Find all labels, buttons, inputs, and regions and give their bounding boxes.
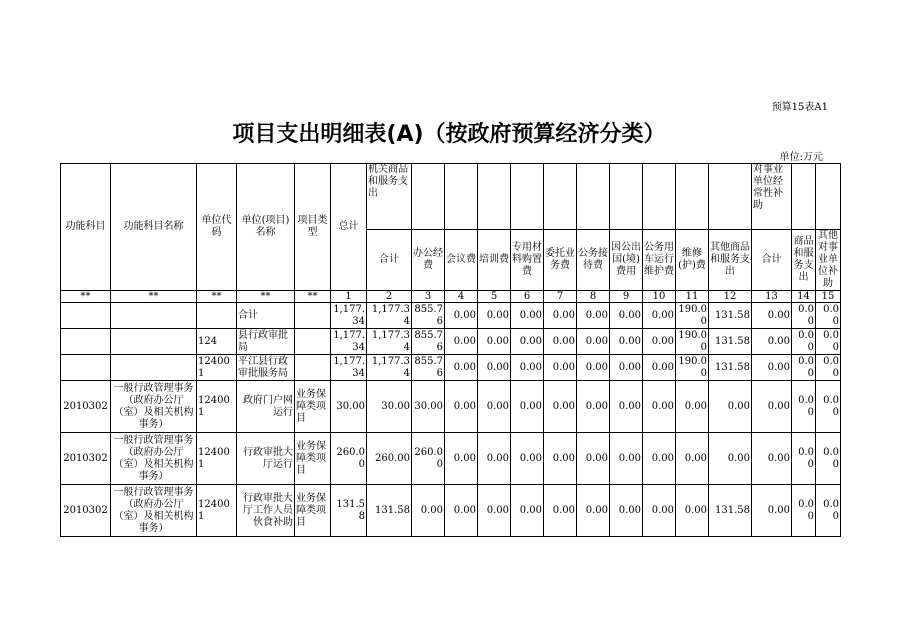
cell-value: 0.00 bbox=[445, 381, 478, 433]
cell-value: 0.00 bbox=[752, 355, 792, 381]
cell-value: 0.00 bbox=[676, 485, 709, 537]
cell-value: 855.76 bbox=[412, 355, 445, 381]
cell-value: 0.00 bbox=[577, 381, 610, 433]
cell-value: 0.00 bbox=[816, 485, 841, 537]
cell-value: 0.00 bbox=[709, 381, 752, 433]
cell-value: 0.00 bbox=[511, 485, 544, 537]
header-col-6: 委托业务费 bbox=[544, 230, 577, 291]
cell-proj-type: 业务保障类项目 bbox=[295, 433, 331, 485]
cell-value: 0.00 bbox=[511, 303, 544, 329]
budget-table bbox=[60, 163, 841, 537]
cell-func-code bbox=[61, 329, 111, 355]
cell-value: 0.00 bbox=[816, 303, 841, 329]
cell-unit-name: 政府门户网运行 bbox=[237, 381, 295, 433]
cell-value: 30.00 bbox=[331, 381, 367, 433]
cell-value: 0.00 bbox=[816, 355, 841, 381]
cell-value: 0.00 bbox=[643, 485, 676, 537]
cell-value: 1,177.34 bbox=[367, 329, 412, 355]
cell-func-name bbox=[111, 303, 197, 329]
cell-unit-name: 平江县行政审批服务局 bbox=[237, 355, 295, 381]
cell-value: 0.00 bbox=[792, 381, 816, 433]
marker-cell: ** bbox=[295, 291, 331, 303]
cell-unit-name: 县行政审批局 bbox=[237, 329, 295, 355]
marker-cell: ** bbox=[197, 291, 237, 303]
cell-value: 0.00 bbox=[511, 433, 544, 485]
cell-value: 0.00 bbox=[792, 485, 816, 537]
cell-value: 0.00 bbox=[478, 355, 511, 381]
header-col-11: 其他商品和服务支出 bbox=[709, 230, 752, 291]
cell-value: 0.00 bbox=[478, 381, 511, 433]
cell-value: 0.00 bbox=[544, 355, 577, 381]
cell-func-name bbox=[111, 329, 197, 355]
cell-value: 131.58 bbox=[331, 485, 367, 537]
header-col-4: 培训费 bbox=[478, 230, 511, 291]
cell-value: 855.76 bbox=[412, 303, 445, 329]
header-group-subsidy: 对事业单位经常性补助 bbox=[752, 164, 792, 230]
cell-value: 190.00 bbox=[676, 355, 709, 381]
cell-value: 131.58 bbox=[367, 485, 412, 537]
header-unit-name: 单位(项目)名称 bbox=[237, 164, 295, 291]
cell-value: 0.00 bbox=[478, 433, 511, 485]
marker-cell: 14 bbox=[792, 291, 816, 303]
cell-value: 0.00 bbox=[752, 433, 792, 485]
cell-value: 0.00 bbox=[544, 329, 577, 355]
cell-unit-code: 124001 bbox=[197, 355, 237, 381]
cell-value: 131.58 bbox=[709, 303, 752, 329]
cell-func-name bbox=[111, 355, 197, 381]
unit-label: 单位:万元 bbox=[779, 152, 823, 163]
marker-cell: ** bbox=[61, 291, 111, 303]
cell-value: 131.58 bbox=[709, 485, 752, 537]
cell-unit-code: 124001 bbox=[197, 381, 237, 433]
cell-value: 0.00 bbox=[544, 485, 577, 537]
marker-cell: 11 bbox=[676, 291, 709, 303]
cell-value: 0.00 bbox=[643, 381, 676, 433]
cell-value: 0.00 bbox=[752, 381, 792, 433]
cell-value: 0.00 bbox=[816, 329, 841, 355]
cell-proj-type: 业务保障类项目 bbox=[295, 485, 331, 537]
marker-cell: 13 bbox=[752, 291, 792, 303]
cell-value: 0.00 bbox=[577, 303, 610, 329]
cell-value: 0.00 bbox=[478, 303, 511, 329]
header-group-goods: 机关商品和服务支出 bbox=[367, 164, 412, 230]
marker-cell: 12 bbox=[709, 291, 752, 303]
cell-value: 260.00 bbox=[331, 433, 367, 485]
table-row bbox=[61, 485, 841, 537]
cell-value: 0.00 bbox=[816, 433, 841, 485]
cell-func-name: 一般行政管理事务（政府办公厅（室）及相关机构事务） bbox=[111, 485, 197, 537]
marker-cell: 4 bbox=[445, 291, 478, 303]
cell-proj-type: 业务保障类项目 bbox=[295, 381, 331, 433]
table-row bbox=[61, 433, 841, 485]
cell-value: 855.76 bbox=[412, 329, 445, 355]
header-col-8: 因公出国(境)费用 bbox=[610, 230, 643, 291]
header-unit-code: 单位代码 bbox=[197, 164, 237, 291]
cell-value: 0.00 bbox=[610, 433, 643, 485]
cell-unit-name: 行政审批大厅运行 bbox=[237, 433, 295, 485]
cell-unit-code: 124001 bbox=[197, 433, 237, 485]
cell-value: 0.00 bbox=[676, 381, 709, 433]
table-row bbox=[61, 381, 841, 433]
cell-value: 0.00 bbox=[792, 355, 816, 381]
cell-value: 260.00 bbox=[367, 433, 412, 485]
header-func-name: 功能科目名称 bbox=[111, 164, 197, 291]
cell-func-name: 一般行政管理事务（政府办公厅（室）及相关机构事务） bbox=[111, 381, 197, 433]
cell-value: 0.00 bbox=[544, 381, 577, 433]
cell-unit-name: 行政审批大厅工作人员伙食补助 bbox=[237, 485, 295, 537]
marker-cell: ** bbox=[111, 291, 197, 303]
cell-value: 0.00 bbox=[577, 329, 610, 355]
cell-value: 0.00 bbox=[577, 355, 610, 381]
marker-cell: 2 bbox=[367, 291, 412, 303]
marker-cell: 9 bbox=[610, 291, 643, 303]
header-col-13: 商品和服务支出 bbox=[792, 230, 816, 291]
cell-value: 0.00 bbox=[792, 303, 816, 329]
cell-value: 0.00 bbox=[412, 485, 445, 537]
marker-cell: 6 bbox=[511, 291, 544, 303]
cell-value: 0.00 bbox=[610, 329, 643, 355]
cell-value: 0.00 bbox=[445, 485, 478, 537]
cell-proj-type bbox=[295, 303, 331, 329]
cell-value: 1,177.34 bbox=[331, 303, 367, 329]
cell-value: 131.58 bbox=[709, 329, 752, 355]
marker-cell: ** bbox=[237, 291, 295, 303]
marker-cell: 1 bbox=[331, 291, 367, 303]
cell-unit-code: 124 bbox=[197, 329, 237, 355]
header-col-9: 公务用车运行维护费 bbox=[643, 230, 676, 291]
cell-func-name: 一般行政管理事务（政府办公厅（室）及相关机构事务） bbox=[111, 433, 197, 485]
header-col-1: 合计 bbox=[367, 230, 412, 291]
cell-value: 0.00 bbox=[511, 381, 544, 433]
cell-value: 1,177.34 bbox=[331, 355, 367, 381]
cell-value: 260.00 bbox=[412, 433, 445, 485]
cell-value: 0.00 bbox=[478, 329, 511, 355]
cell-value: 30.00 bbox=[412, 381, 445, 433]
header-proj-type: 项目类型 bbox=[295, 164, 331, 291]
cell-value: 30.00 bbox=[367, 381, 412, 433]
cell-value: 131.58 bbox=[709, 355, 752, 381]
page-title: 项目支出明细表(A)（按政府预算经济分类） bbox=[232, 122, 666, 147]
cell-func-code bbox=[61, 355, 111, 381]
cell-value: 0.00 bbox=[544, 303, 577, 329]
header-total: 总计 bbox=[331, 164, 367, 291]
cell-unit-code bbox=[197, 303, 237, 329]
cell-value: 190.00 bbox=[676, 329, 709, 355]
cell-value: 0.00 bbox=[610, 303, 643, 329]
cell-value: 0.00 bbox=[709, 433, 752, 485]
cell-value: 0.00 bbox=[445, 303, 478, 329]
header-col-3: 会议费 bbox=[445, 230, 478, 291]
marker-cell: 10 bbox=[643, 291, 676, 303]
cell-func-code bbox=[61, 303, 111, 329]
cell-value: 0.00 bbox=[643, 329, 676, 355]
table-code: 预算15表A1 bbox=[771, 102, 828, 113]
cell-value: 0.00 bbox=[792, 433, 816, 485]
cell-value: 0.00 bbox=[544, 433, 577, 485]
cell-value: 0.00 bbox=[577, 485, 610, 537]
table-row bbox=[61, 329, 841, 355]
cell-value: 0.00 bbox=[610, 355, 643, 381]
cell-value: 0.00 bbox=[511, 355, 544, 381]
cell-value: 0.00 bbox=[816, 381, 841, 433]
cell-value: 1,177.34 bbox=[367, 303, 412, 329]
header-func-code: 功能科目 bbox=[61, 164, 111, 291]
cell-proj-type bbox=[295, 355, 331, 381]
header-col-2: 办公经费 bbox=[412, 230, 445, 291]
cell-func-code: 2010302 bbox=[61, 381, 111, 433]
cell-unit-name: 合计 bbox=[237, 303, 295, 329]
marker-cell: 15 bbox=[816, 291, 841, 303]
marker-cell: 5 bbox=[478, 291, 511, 303]
cell-value: 0.00 bbox=[577, 433, 610, 485]
cell-value: 0.00 bbox=[643, 303, 676, 329]
cell-value: 0.00 bbox=[478, 485, 511, 537]
marker-cell: 7 bbox=[544, 291, 577, 303]
cell-value: 0.00 bbox=[610, 381, 643, 433]
cell-value: 0.00 bbox=[643, 433, 676, 485]
header-col-10: 维修(护)费 bbox=[676, 230, 709, 291]
marker-cell: 3 bbox=[412, 291, 445, 303]
cell-func-code: 2010302 bbox=[61, 485, 111, 537]
cell-value: 1,177.34 bbox=[367, 355, 412, 381]
cell-value: 1,177.34 bbox=[331, 329, 367, 355]
cell-value: 0.00 bbox=[610, 485, 643, 537]
header-col-12: 合计 bbox=[752, 230, 792, 291]
cell-value: 0.00 bbox=[445, 433, 478, 485]
cell-value: 0.00 bbox=[511, 329, 544, 355]
cell-value: 0.00 bbox=[676, 433, 709, 485]
cell-value: 190.00 bbox=[676, 303, 709, 329]
cell-func-code: 2010302 bbox=[61, 433, 111, 485]
cell-value: 0.00 bbox=[643, 355, 676, 381]
cell-proj-type bbox=[295, 329, 331, 355]
marker-cell: 8 bbox=[577, 291, 610, 303]
cell-value: 0.00 bbox=[792, 329, 816, 355]
cell-value: 0.00 bbox=[752, 485, 792, 537]
cell-value: 0.00 bbox=[752, 303, 792, 329]
table-row bbox=[61, 355, 841, 381]
header-col-7: 公务接待费 bbox=[577, 230, 610, 291]
header-col-5: 专用材料购置费 bbox=[511, 230, 544, 291]
cell-unit-code: 124001 bbox=[197, 485, 237, 537]
cell-value: 0.00 bbox=[445, 329, 478, 355]
table-row bbox=[61, 303, 841, 329]
cell-value: 0.00 bbox=[752, 329, 792, 355]
header-col-14: 其他对事业单位补助 bbox=[816, 230, 841, 291]
cell-value: 0.00 bbox=[445, 355, 478, 381]
